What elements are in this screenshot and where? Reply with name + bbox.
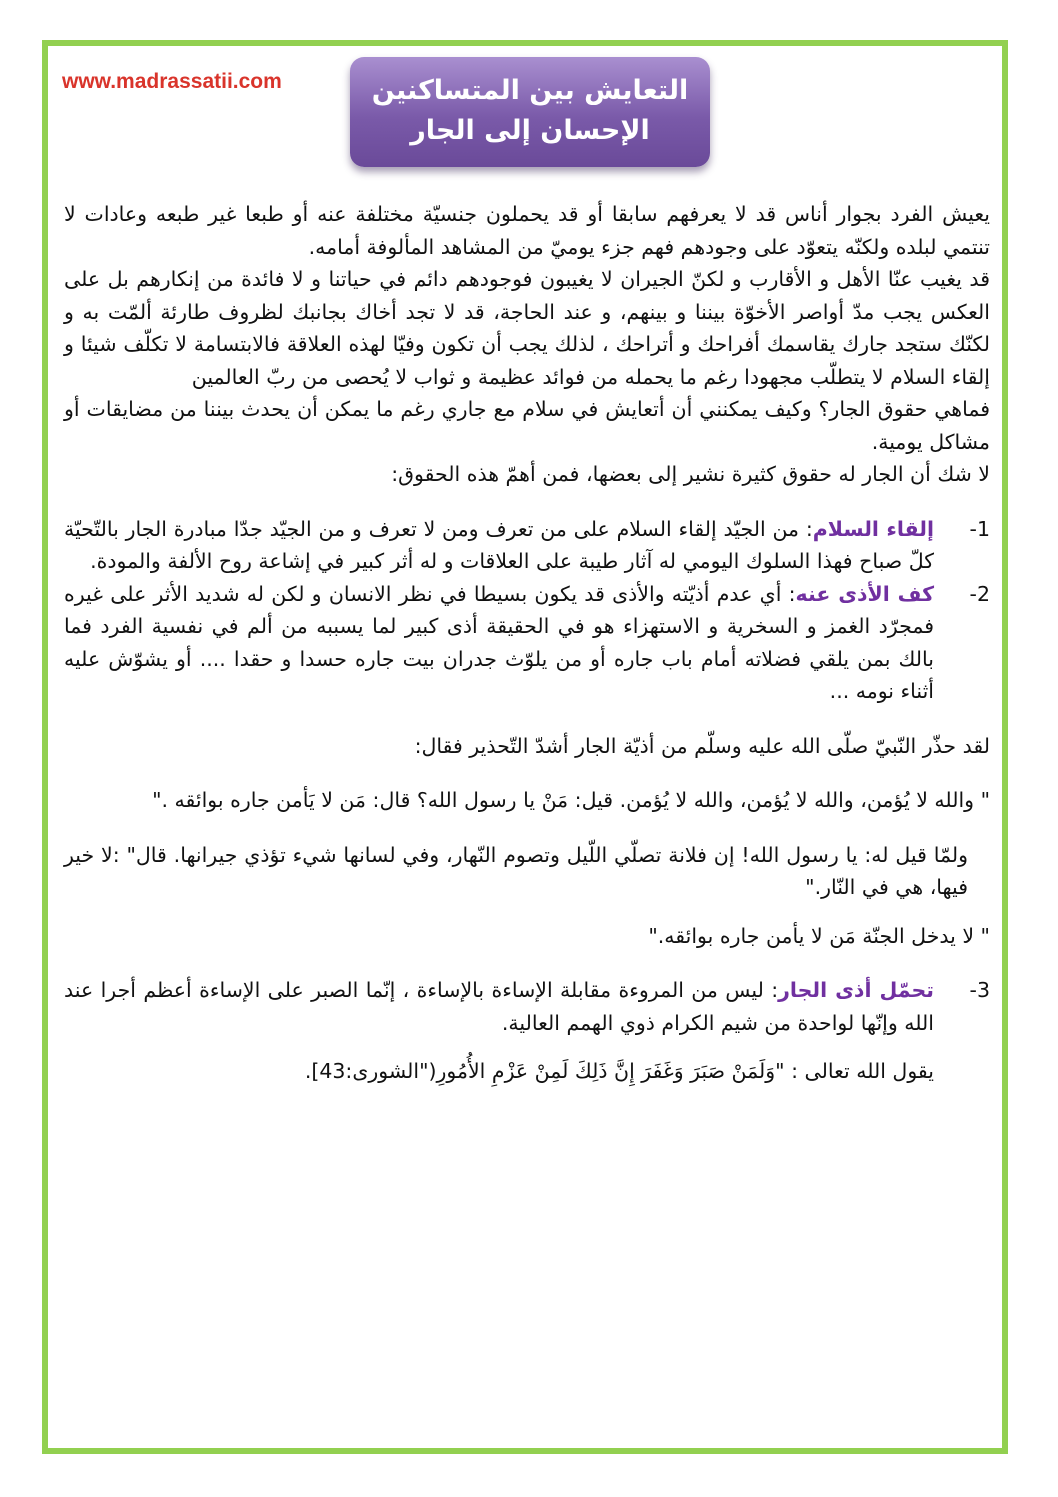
page-subtitle: الإحسان إلى الجار [410,115,650,146]
article-body [64,198,990,1088]
quran-verse: يقول الله تعالى : "وَلَمَنْ صَبَرَ وَغَفَرَ إِنَّ ذَلِكَ لَمِنْ عَزْمِ الأُمُورِ("الشورى:43]. [304,1059,934,1083]
list-item-text [64,974,934,1039]
list-number: -1 [969,516,990,541]
list-item-text [64,578,934,708]
page-title: التعايش بين المتساكنين [371,75,689,106]
right-term: تحمّل أذى الجار [778,978,934,1002]
intro-paragraph-1: يعيش الفرد بجوار أناس قد لا يعرفهم سابقا أو قد يحملون جنسيّة مختلفة عنه أو طبعا غير طبعه وعادات لا تنتمي لبلده ولكنّه يتعوّد على وجودهم فهم جزء يوميّ من المشاهد المألوفة أمامه. [64,202,990,259]
warning-text: لقد حذّر النّبيّ صلّى الله عليه وسلّم من أذيّة الجار أشدّ التّحذير فقال: [414,733,990,758]
list-number: -3 [969,978,990,1002]
site-url[interactable]: www.madrassatii.com [62,70,282,93]
list-number: -2 [969,581,990,606]
intro-paragraph-2: قد يغيب عنّا الأهل و الأقارب و لكنّ الجيران لا يغيبون فوجودهم دائم في حياتنا و لا فائدة من إنكارهم بل على العكس يجب مدّ أواصر الأخوّة بيننا و بينهم، و عند الحاجة، قد لا تجد أخاك بجانبك لظروف طارئة ألمّت به و لكنّك ستجد جارك يقاسمك أفراحك و أتراحك ، لذلك يجب أن تكون وفيّا لهذه العلاقة فالابتسامة لا تكلّف شيئا و إلقاء السلام لا يتطلّب مجهودا رغم ما يحمله من فوائد عظيمة و ثواب لا يُحصى من ربّ العالمين [64,267,990,389]
list-item-text [64,513,934,578]
right-term: كف الأذى عنه [795,581,934,606]
intro-paragraph-4: لا شك أن الجار له حقوق كثيرة نشير إلى بعضها، فمن أهمّ هذه الحقوق: [391,462,990,486]
right-description: : من الجيّد إلقاء السلام على من تعرف ومن لا تعرف و من الجيّد جدّا مبادرة الجار بالتّحيّة كلّ صباح فهذا السلوك اليومي له آثار طيبة على العلاقات و له أثر كبير في إشاعة روح الألفة والمودة. [64,516,934,573]
hadith-3: " لا يدخل الجنّة مَن لا يأمن جاره بوائقه." [648,923,990,948]
list-item [64,513,990,578]
list-item [64,578,990,708]
title-banner [350,57,710,167]
right-description: : أي عدم أذيّته والأذى قد يكون بسيطا في نظر الانسان و لكن له شديد الأثر على غيره فمجرّد الغمز و السخرية و الاستهزاء هو في الحقيقة أذى كبير لما يسببه من ألم في نفسية الفرد فما بالك بمن يلقي فضلاته أمام باب جاره أو من يلوّث جدران بيت جاره حسدا و حقدا .... أو يشوّش عليه أثناء نومه ... [64,581,934,703]
right-description: : ليس من المروءة مقابلة الإساءة بالإساءة ، إنّما الصبر على الإساءة أعظم أجرا عند الله وإنّها لواحدة من شيم الكرام ذوي الهمم العالية. [64,978,934,1035]
intro-paragraph-3: فماهي حقوق الجار؟ وكيف يمكنني أن أتعايش في سلام مع جاري رغم ما يمكن أن يحدث بيننا من مضايقات أو مشاكل يومية. [64,397,990,454]
list-item [64,974,990,1039]
hadith-2: ولمّا قيل له: يا رسول الله! إن فلانة تصلّي اللّيل وتصوم النّهار، وفي لسانها شيء تؤذي جيرانها. قال" :لا خير فيها، هي في النّار." [64,842,968,899]
hadith-1: " والله لا يُؤمن، والله لا يُؤمن، والله لا يُؤمن. قيل: مَنْ يا رسول الله؟ قال: مَن لا يَأمن جاره بوائقه ." [152,788,990,812]
right-term: إلقاء السلام [812,516,934,541]
